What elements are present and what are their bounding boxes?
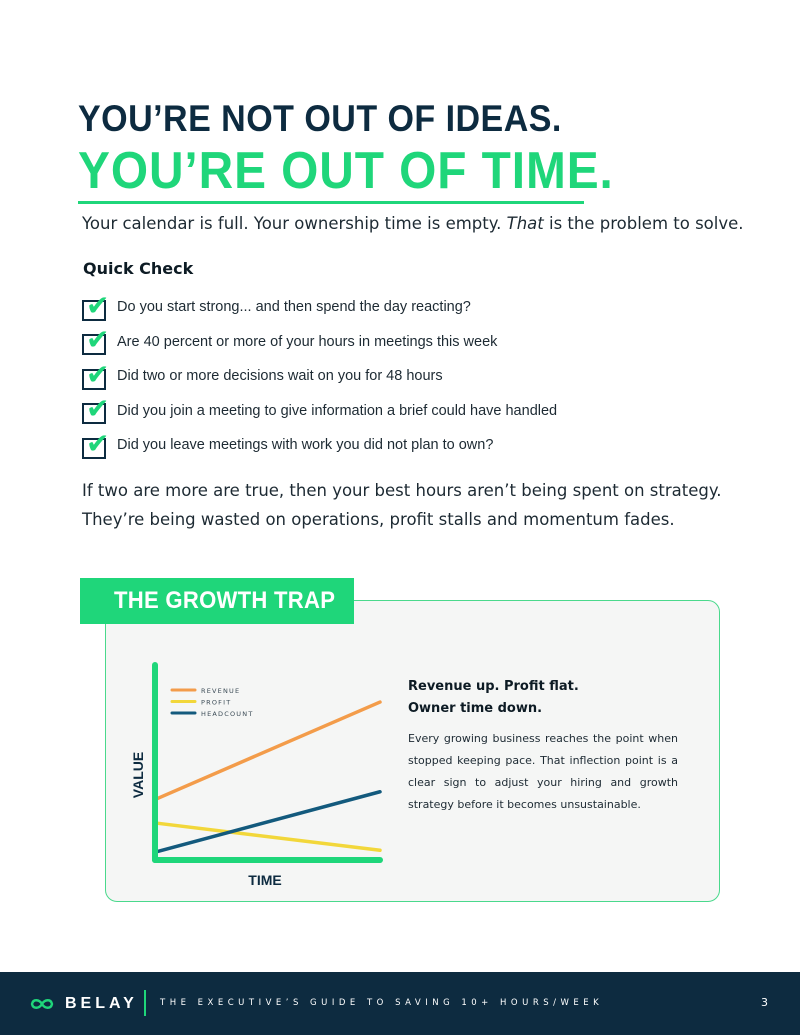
series-line-profit bbox=[155, 823, 380, 850]
intro-text bbox=[82, 214, 744, 233]
quick-check-item-text: Did you leave meetings with work you did not plan to own? bbox=[117, 437, 494, 454]
quick-check-item bbox=[82, 359, 557, 394]
checkmark-icon: ✔ bbox=[86, 288, 110, 322]
series-line-headcount bbox=[155, 792, 380, 852]
y-axis-label: VALUE bbox=[130, 751, 146, 799]
headline-underline bbox=[78, 201, 584, 204]
brand-name: BELAY bbox=[65, 995, 138, 1012]
headline-line-2: YOU’RE OUT OF TIME. bbox=[78, 142, 614, 200]
growth-trap-headline-line-1: Revenue up. Profit flat. bbox=[408, 679, 579, 694]
quick-check-item bbox=[82, 290, 557, 325]
legend-label: PROFIT bbox=[201, 698, 232, 707]
footer-tagline: THE EXECUTIVE’S GUIDE TO SAVING 10+ HOURS/WEEK bbox=[160, 998, 604, 1008]
series-line-revenue bbox=[155, 702, 380, 800]
checkbox-icon bbox=[82, 392, 110, 426]
checkbox-icon bbox=[82, 357, 110, 391]
intro-text-emphasis: That bbox=[506, 214, 544, 233]
intro-text-start: Your calendar is full. Your ownership time is empty. bbox=[82, 214, 507, 233]
quick-check-item bbox=[82, 428, 557, 463]
quick-check-title: Quick Check bbox=[83, 259, 194, 278]
legend-label: REVENUE bbox=[201, 687, 241, 695]
intro-text-end: is the problem to solve. bbox=[543, 214, 744, 233]
checkbox-icon bbox=[82, 323, 110, 357]
x-axis-label: TIME bbox=[248, 872, 282, 888]
quick-check-item bbox=[82, 325, 557, 360]
quick-check-item bbox=[82, 394, 557, 429]
growth-trap-chart bbox=[120, 650, 390, 895]
summary-paragraph: If two are more are true, then your best hours aren’t being spent on strategy. They’re being wasted on operations, profit stalls and momentum fades. bbox=[82, 481, 722, 529]
checkmark-icon: ✔ bbox=[86, 323, 110, 357]
checkmark-icon: ✔ bbox=[86, 426, 110, 460]
quick-check-item-text: Do you start strong... and then spend the day reacting? bbox=[117, 299, 471, 316]
page-number: 3 bbox=[761, 996, 768, 1009]
headline-line-1: YOU’RE NOT OUT OF IDEAS. bbox=[78, 98, 562, 139]
checkmark-icon: ✔ bbox=[86, 357, 110, 391]
quick-check-item-text: Did two or more decisions wait on you for 48 hours bbox=[117, 368, 443, 385]
quick-check-item-text: Did you join a meeting to give information a brief could have handled bbox=[117, 402, 558, 419]
legend-label: HEADCOUNT bbox=[201, 710, 254, 718]
footer-divider bbox=[144, 990, 146, 1016]
quick-check-item-text: Are 40 percent or more of your hours in meetings this week bbox=[117, 333, 498, 350]
growth-trap-body: Every growing business reaches the point when stopped keeping pace. That inflection point is a clear sign to adjust your hiring and growth strategy before it becomes unsustainable. bbox=[408, 732, 678, 811]
checkmark-icon: ✔ bbox=[86, 392, 110, 426]
page-headline bbox=[78, 98, 660, 200]
checkbox-icon bbox=[82, 426, 110, 460]
growth-trap-headline bbox=[408, 676, 579, 720]
growth-trap-headline-line-2: Owner time down. bbox=[408, 701, 543, 716]
infinity-logo-icon bbox=[28, 996, 56, 1012]
quick-check-list bbox=[82, 290, 557, 463]
belay-logo bbox=[28, 991, 138, 1017]
growth-trap-label-text: THE GROWTH TRAP bbox=[114, 587, 336, 614]
checkbox-icon bbox=[82, 288, 110, 322]
growth-trap-label bbox=[80, 578, 354, 624]
page-footer bbox=[0, 972, 800, 1035]
